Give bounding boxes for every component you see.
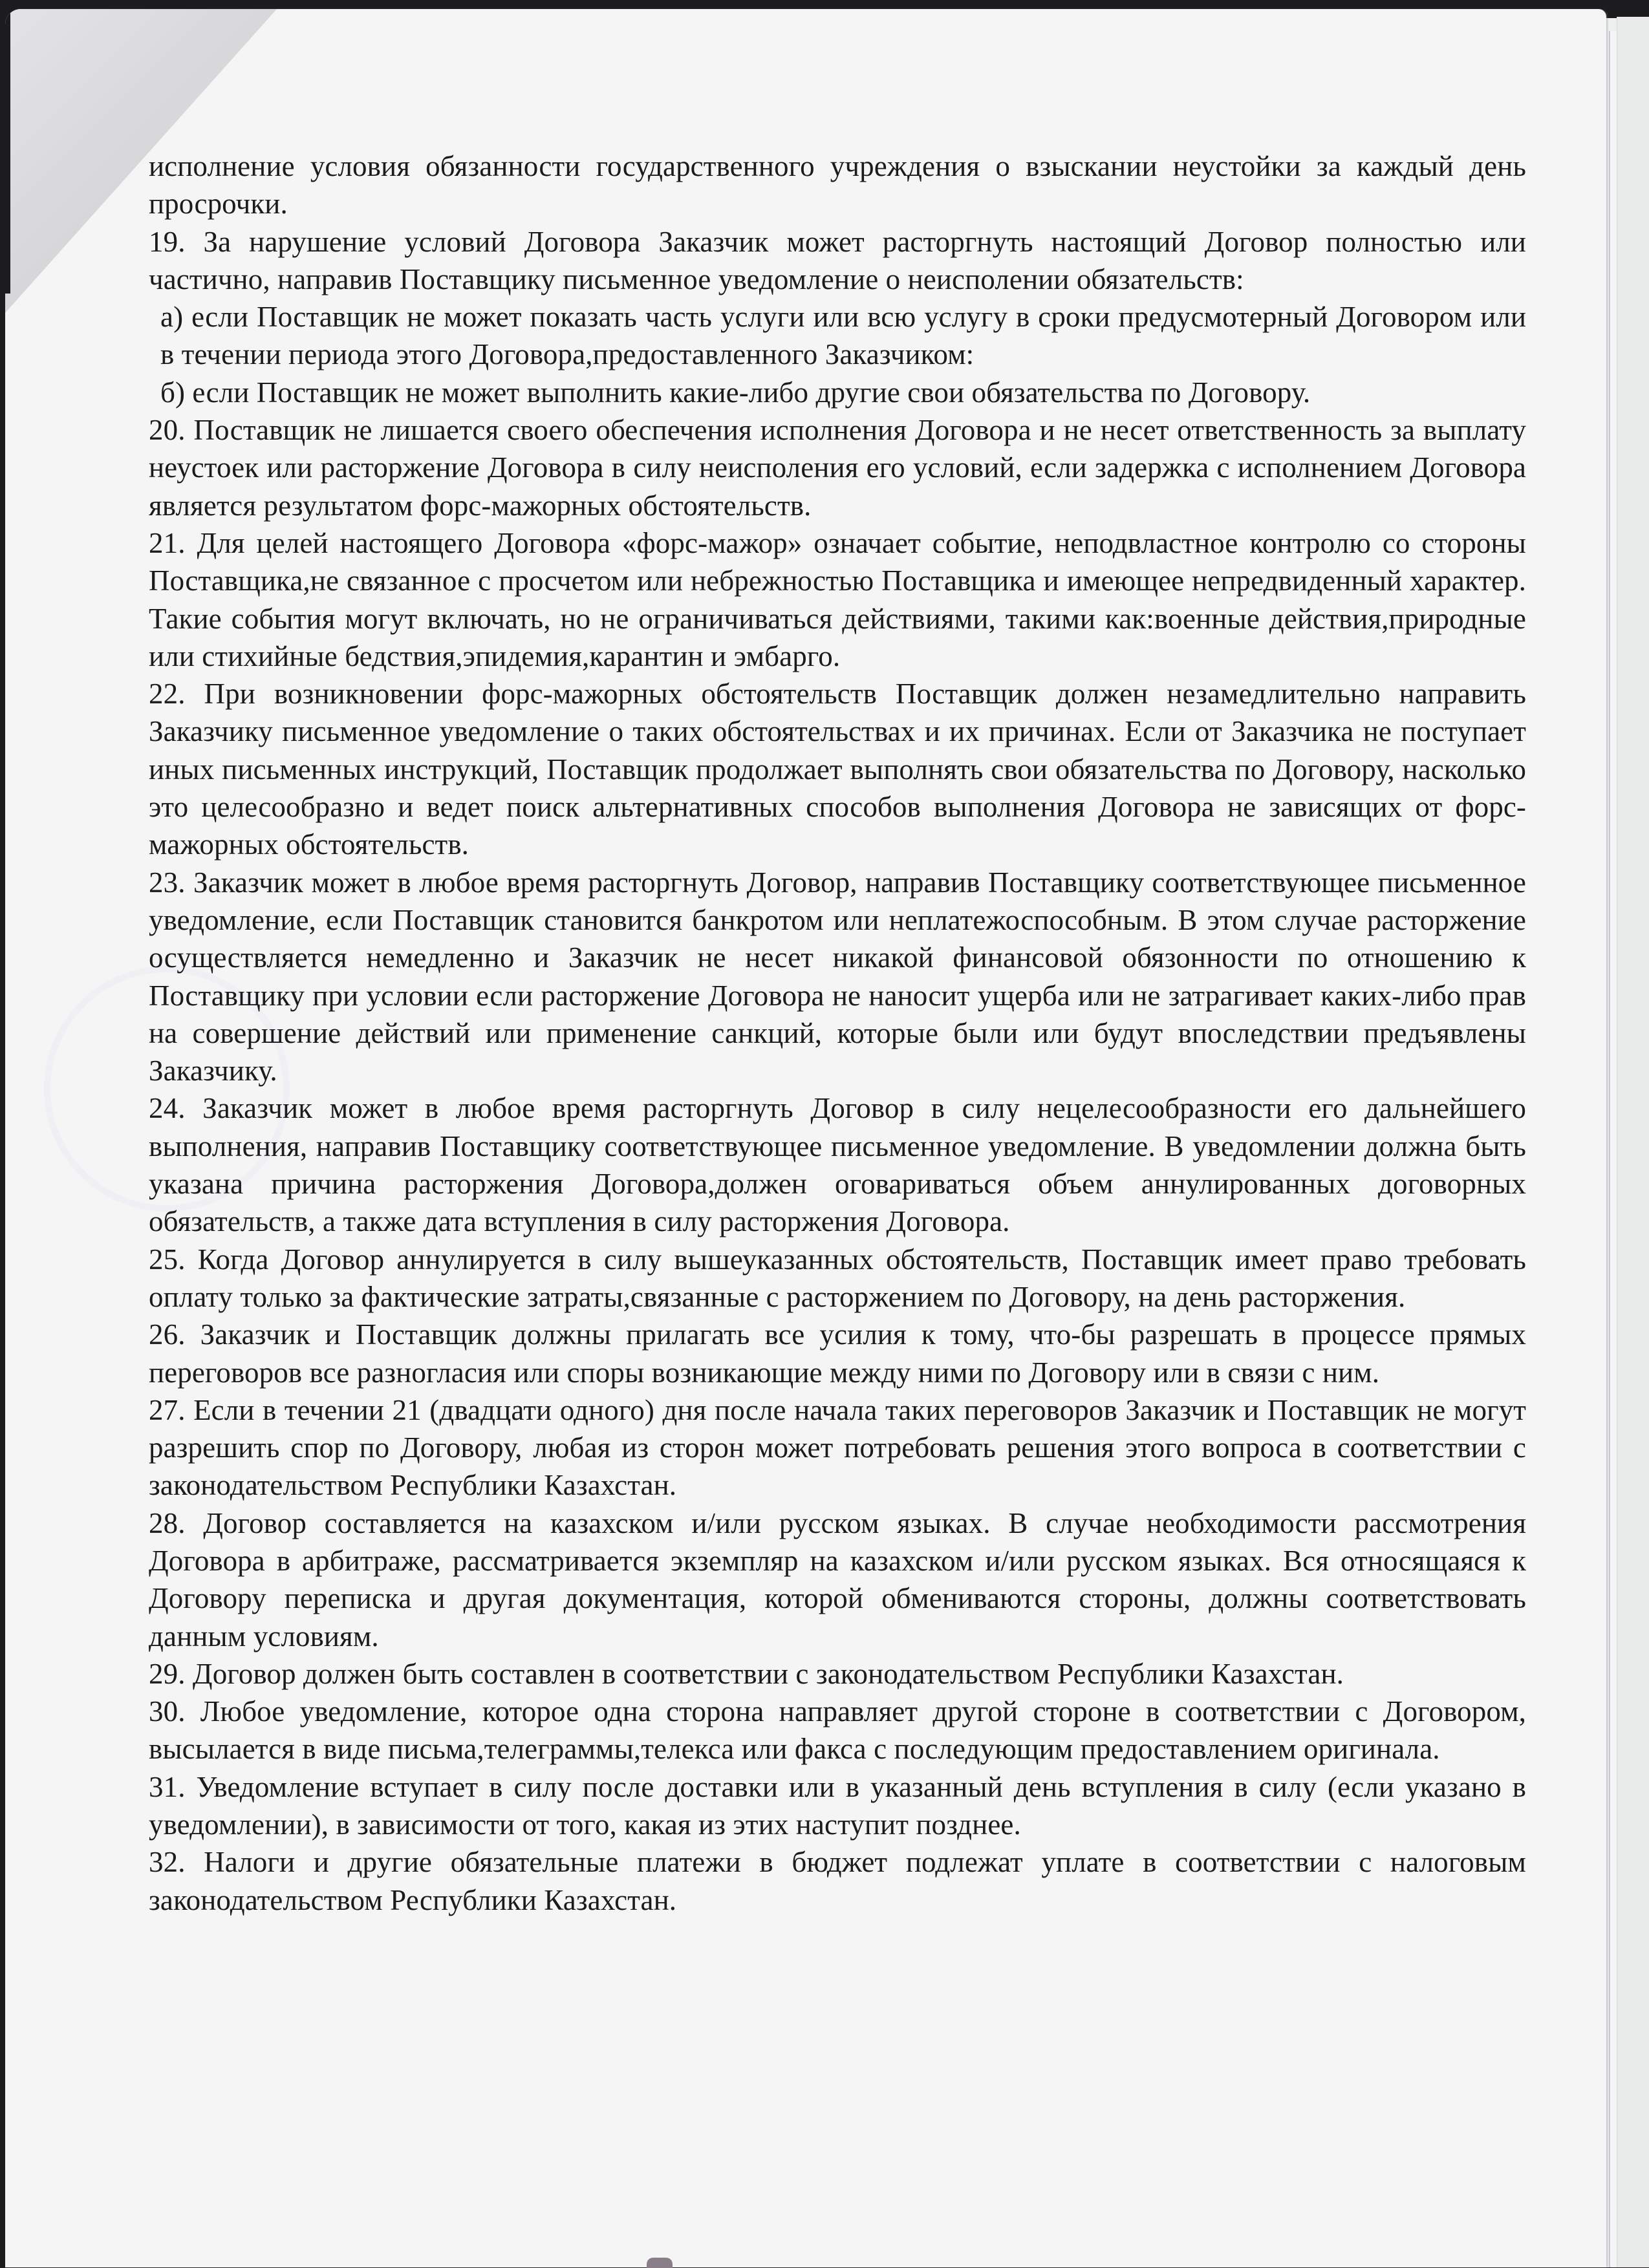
clause-19a: а) если Поставщик не может показать часть услуги или всю услугу в сроки предусмотерный Договором или в течении периода этого Договора,предоставленного Заказчиком: <box>160 301 1526 371</box>
clause-19b: б) если Поставщик не может выполнить какие-либо другие свои обязательства по Договору. <box>160 376 1311 409</box>
clause-23: 23. Заказчик может в любое время расторгнуть Договор, направив Поставщику соответствующее письменное уведомление, если Поставщик становится банкротом или неплатежоспособным. В этом случае расторжение осуществляется немедленно и Заказчик не несет никакой финансовой обязонности по отношению к Поставщику при условии если расторжение Договора не наносит ущерба или не затрагивает каких-либо прав на совершение действий или применение санкций, которые были или будут впоследствии предъявлены Заказчику. <box>149 866 1526 1087</box>
clause-26: 26. Заказчик и Поставщик должны прилагать все усилия к тому, что-бы разрешать в процессе прямых переговоров все разногласия или споры возникающие между ними по Договору или в связи с ним. <box>149 1318 1526 1389</box>
clause-19: 19. За нарушение условий Договора Заказчик может расторгнуть настоящий Договор полностью или частично, направив Поставщику письменное уведомление о неисполении обязательств: <box>149 225 1526 295</box>
clause-28: 28. Договор составляется на казахском и/или русском языках. В случае необходимости рассмотрения Договора в арбитраже, рассматривается экземпляр на казахском и/или русском языках. Вся относящаяся к Договору переписка и другая документация, которой обмениваются стороны, должны соответствовать данным условиям. <box>149 1506 1526 1653</box>
clause-30: 30. Любое уведомление, которое одна сторона направляет другой стороне в соответствии с Договором, высылается в виде письма,телеграммы,телекса или факса с последующим предоставлением оригинала. <box>149 1695 1526 1766</box>
stacked-page-edge <box>1617 17 1649 2267</box>
clause-21: 21. Для целей настоящего Договора «форс-мажор» означает событие, неподвластное контролю со стороны Поставщика,не связанное с просчетом или небрежностью Поставщика и имеющее непредвиденный характер. Такие события могут включать, но не ограничиваться действиями, такими как:военные действия,природные или стихийные бедствия,эпидемия,карантин и эмбарго. <box>149 526 1526 672</box>
clause-32: 32. Налоги и другие обязательные платежи в бюджет подлежат уплате в соответствии с налоговым законодательством Республики Казахстан. <box>149 1846 1526 1916</box>
clause-25: 25. Когда Договор аннулируется в силу вышеуказанных обстоятельств, Поставщик имеет право требовать оплату только за фактические затраты,связанные с расторжением по Договору, на день расторжения. <box>149 1243 1526 1313</box>
paragraph-continuation: исполнение условия обязанности государственного учреждения о взыскании неустойки за каждый день просрочки. <box>149 150 1526 220</box>
clause-20: 20. Поставщик не лишается своего обеспечения исполнения Договора и не несет ответственность за выплату неустоек или расторжение Договора в силу неисполения его условий, если задержка с исполнением Договора является результатом форс-мажорных обстоятельств. <box>149 414 1526 522</box>
clause-22: 22. При возникновении форс-мажорных обстоятельств Поставщик должен незамедлительно направить Заказчику письменное уведомление о таких обстоятельствах и их причинах. Если от Заказчика не поступает иных письменных инструкций, Поставщик продолжает выполнять свои обязательства по Договору, насколько это целесообразно и ведет поиск альтернативных способов выполнения Договора не зависящих от форс-мажорных обстоятельств. <box>149 678 1526 861</box>
binder-clip-mark <box>647 2258 673 2268</box>
document-page <box>5 9 1606 2267</box>
clause-27: 27. Если в течении 21 (двадцати одного) дня после начала таких переговоров Заказчик и Поставщик не могут разрешить спор по Договору, любая из сторон может потребовать решения этого вопроса в соответствии с законодательством Республики Казахстан. <box>149 1393 1526 1502</box>
clause-31: 31. Уведомление вступает в силу после доставки или в указанный день вступления в силу (если указано в уведомлении), в зависимости от того, какая из этих наступит позднее. <box>149 1770 1526 1841</box>
clause-29: 29. Договор должен быть составлен в соответствии с законодательством Республики Казахстан. <box>149 1657 1344 1690</box>
clause-24: 24. Заказчик может в любое время расторгнуть Договор в силу нецелесообразности его дальнейшего выполнения, направив Поставщику соответствующее письменное уведомление. В уведомлении должна быть указана причина расторжения Договора,должен оговариваться объем аннулированных договорных обязательств, а также дата вступления в силу расторжения Договора. <box>149 1092 1526 1238</box>
scan-border <box>5 9 10 294</box>
document-body <box>149 147 1526 1919</box>
